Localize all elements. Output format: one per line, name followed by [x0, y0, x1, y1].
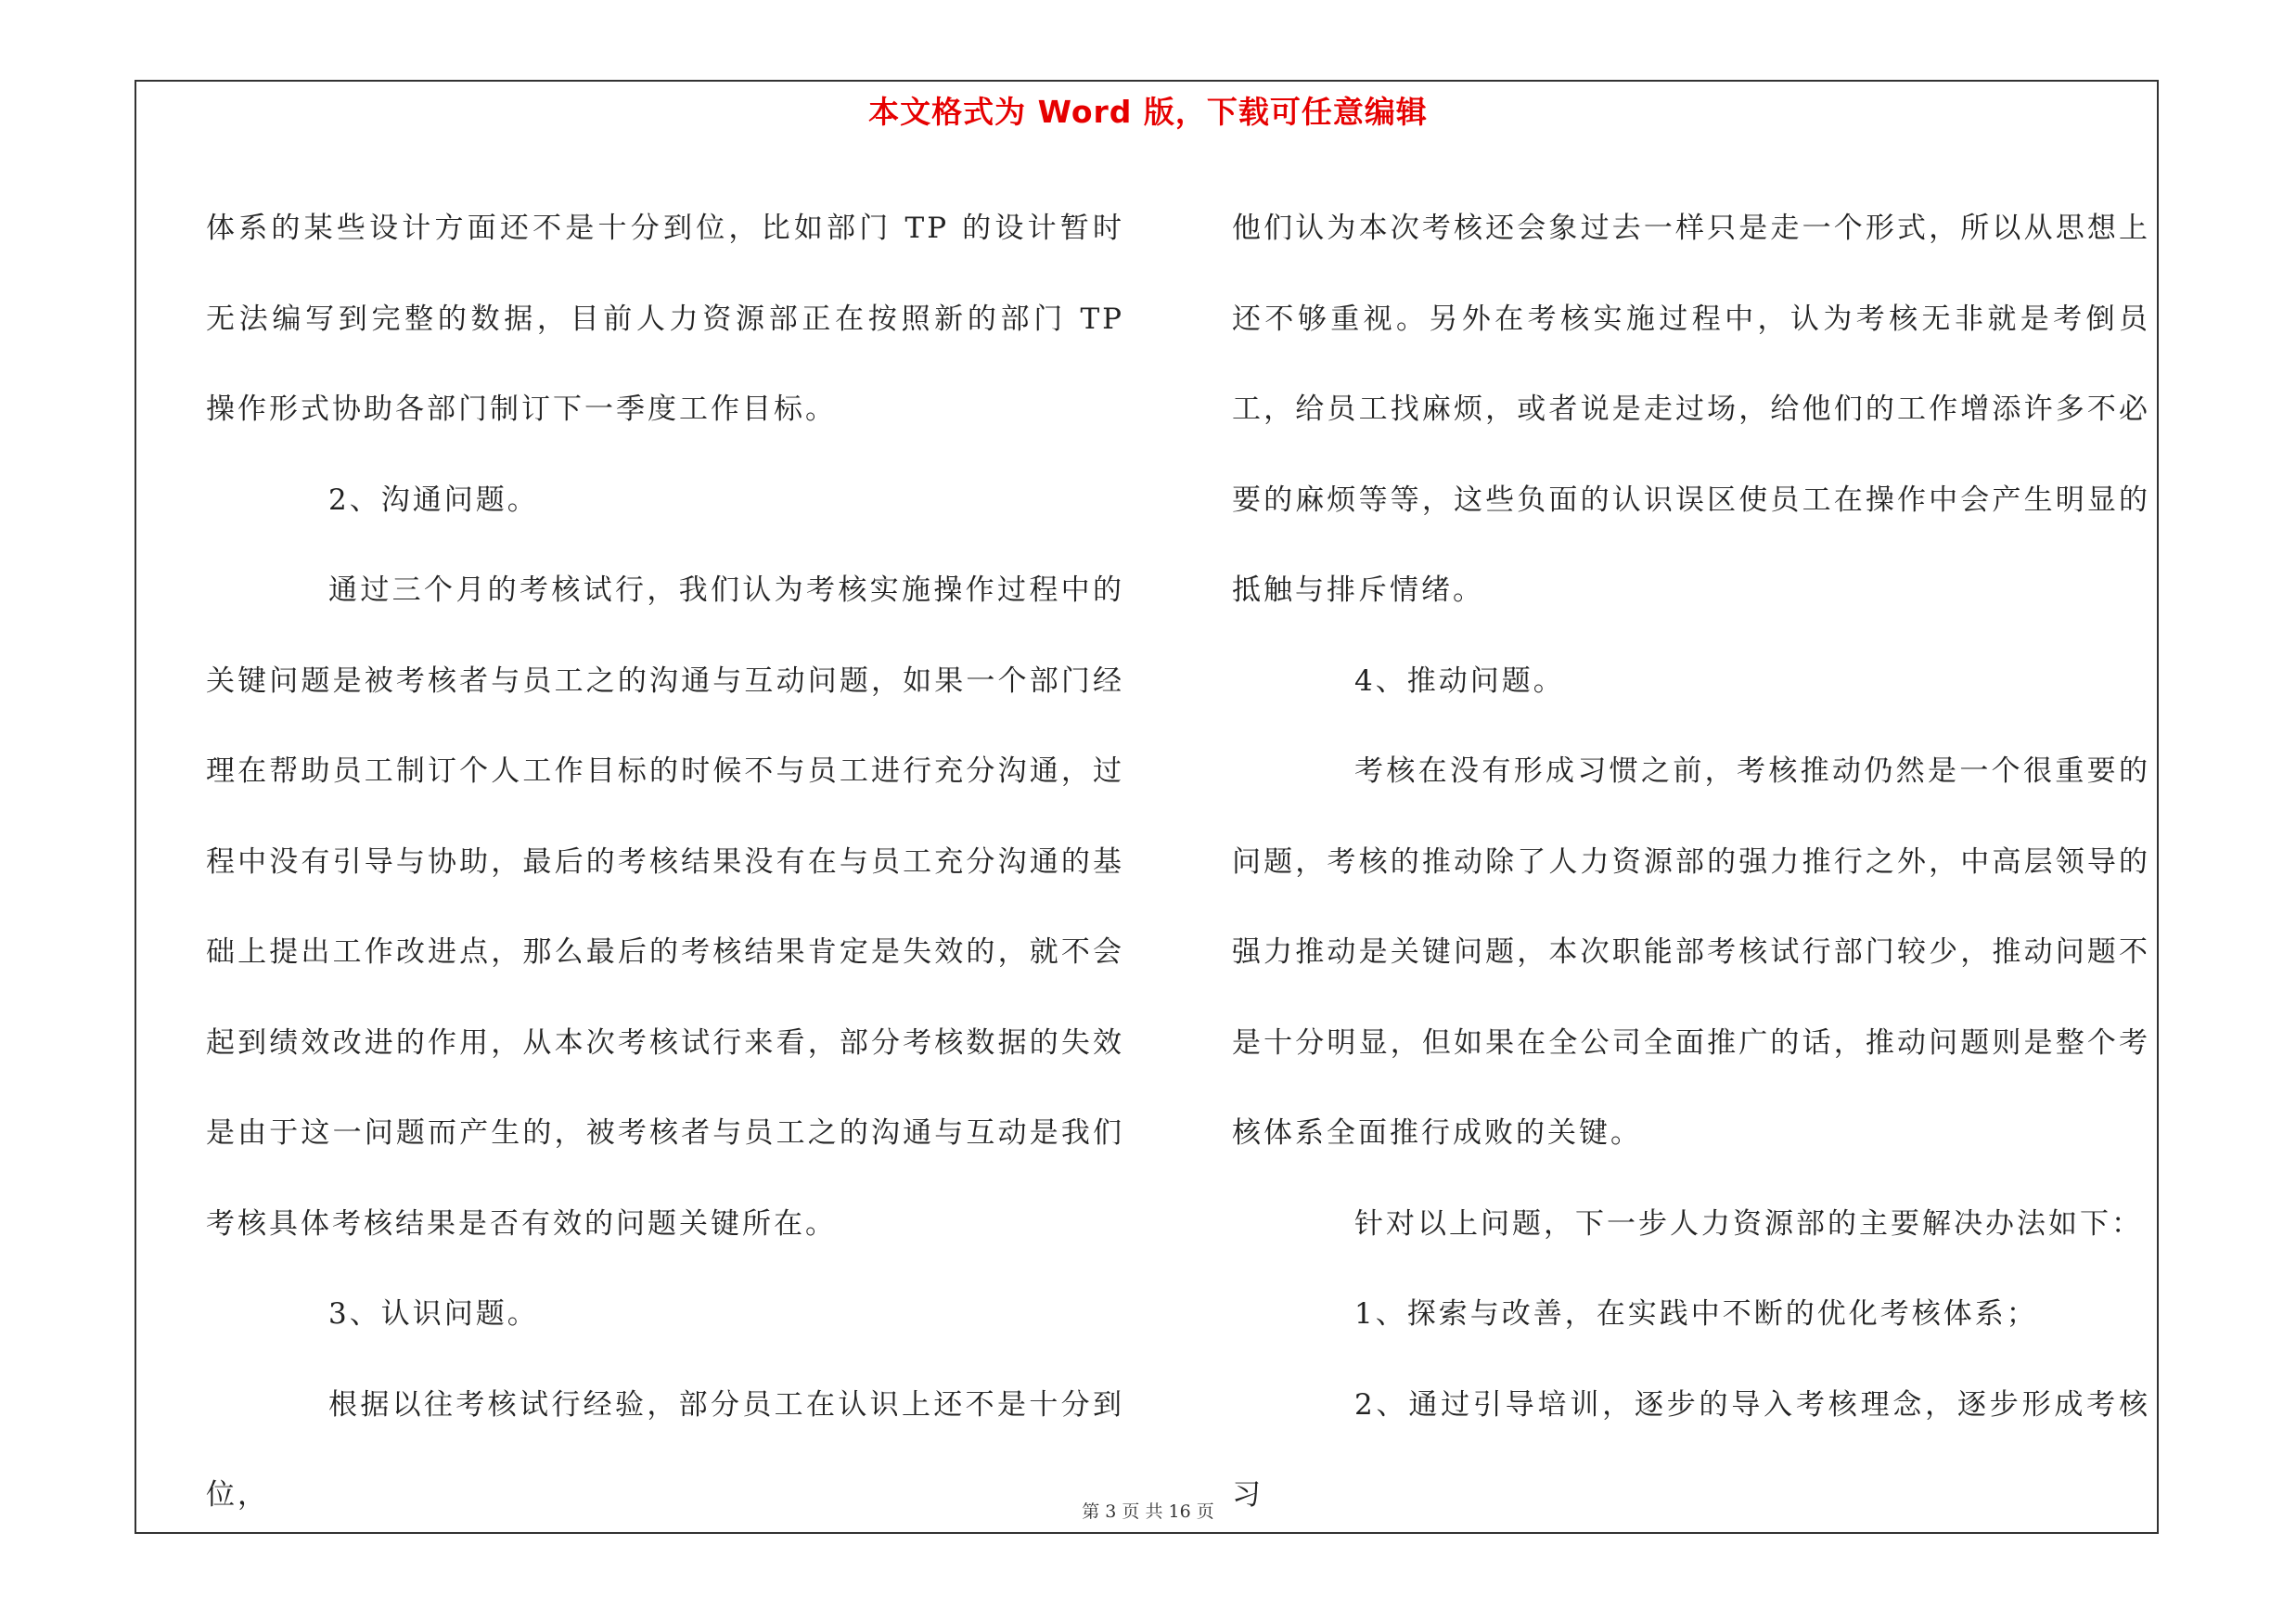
paragraph: 针对以上问题，下一步人力资源部的主要解决办法如下：	[1354, 1206, 2143, 1241]
paragraph: 他们认为本次考核还会象过去一样只是走一个形式，所以从思想上还不够重视。另外在考核实施过程中，认为考核无非就是考倒员工，给员工找麻烦，或者说是走过场，给他们的工作增添许多不必要的麻烦等等，这些负面的认识误区使员工在操作中会产生明显的抵触与排斥情绪。	[1232, 212, 2150, 607]
paragraph: 根据以往考核试行经验，部分员工在认识上还不是十分到位，	[206, 1387, 1124, 1512]
paragraph: 体系的某些设计方面还不是十分到位，比如部门 TP 的设计暂时无法编写到完整的数据，目前人力资源部正在按照新的部门 TP 操作形式协助各部门制订下一季度工作目标。	[206, 212, 1124, 426]
word-format-banner: 本文格式为 Word 版，下载可任意编辑	[868, 94, 1428, 130]
list-item: 1、探索与改善，在实践中不断的优化考核体系；	[1354, 1297, 2038, 1331]
section-heading: 4、推动问题。	[1354, 663, 1565, 698]
section-heading: 3、认识问题。	[328, 1297, 539, 1331]
left-text-column	[206, 184, 1124, 1541]
right-text-column	[1232, 184, 2150, 1541]
list-item: 2、通过引导培训，逐步的导入考核理念，逐步形成考核习	[1232, 1387, 2150, 1512]
page-number-footer: 第 3 页 共 16 页	[1082, 1501, 1214, 1522]
paragraph: 通过三个月的考核试行，我们认为考核实施操作过程中的关键问题是被考核者与员工之的沟通与互动问题，如果一个部门经理在帮助员工制订个人工作目标的时候不与员工进行充分沟通，过程中没有引导与协助，最后的考核结果没有在与员工充分沟通的基础上提出工作改进点，那么最后的考核结果肯定是失效的，就不会起到绩效改进的作用，从本次考核试行来看，部分考核数据的失效是由于这一问题而产生的，被考核者与员工之的沟通与互动是我们考核具体考核结果是否有效的问题关键所在。	[206, 573, 1124, 1241]
paragraph: 考核在没有形成习惯之前，考核推动仍然是一个很重要的问题，考核的推动除了人力资源部的强力推行之外，中高层领导的强力推动是关键问题，本次职能部考核试行部门较少，推动问题不是十分明显，但如果在全公司全面推广的话，推动问题则是整个考核体系全面推行成败的关键。	[1232, 754, 2150, 1150]
section-heading: 2、沟通问题。	[328, 483, 539, 517]
